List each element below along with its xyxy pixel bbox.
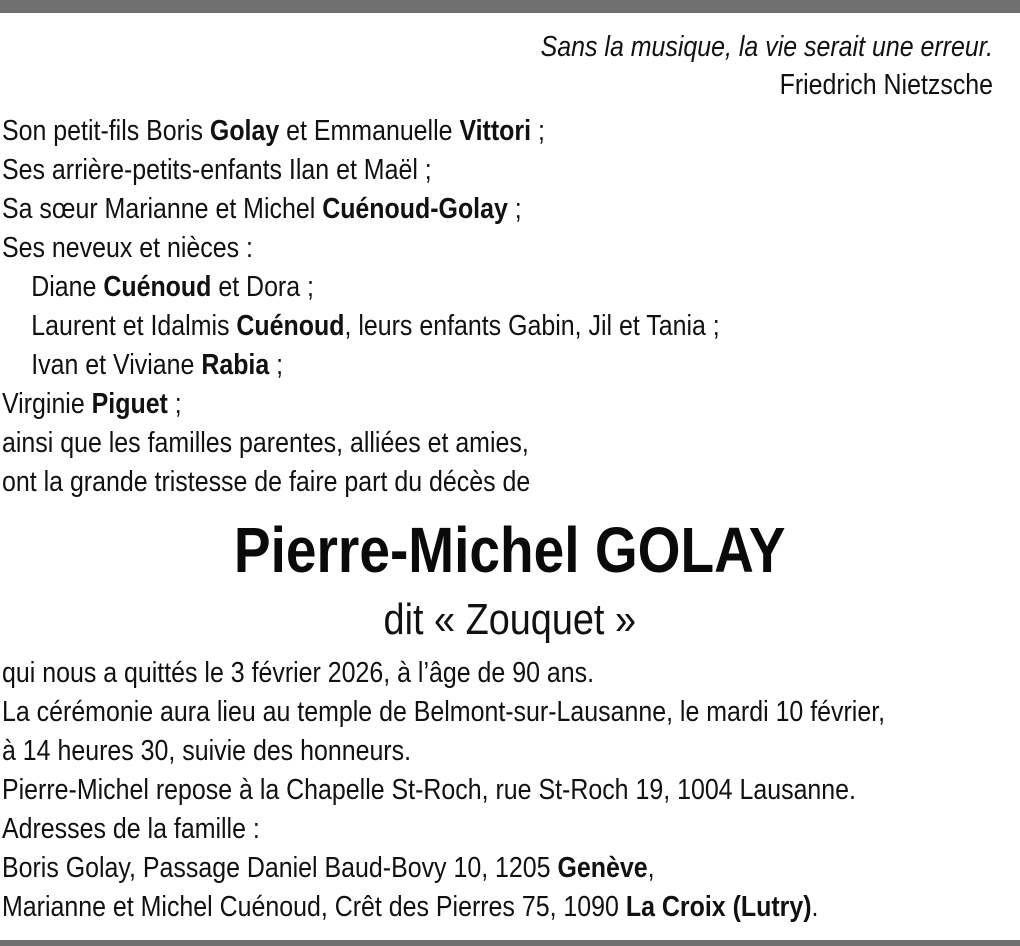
family-line	[2, 229, 720, 268]
deceased-name-text: Pierre-Michel GOLAY	[234, 514, 786, 586]
detail-line	[2, 693, 885, 732]
detail-line	[2, 771, 885, 810]
text-run: Laurent et Idalmis	[31, 310, 237, 342]
text-run: .	[811, 891, 819, 923]
detail-line	[2, 732, 885, 771]
text-run: à 14 heures 30, suivie des honneurs.	[2, 735, 412, 767]
details-lines	[2, 654, 885, 927]
bold-name: Cuénoud	[103, 271, 212, 303]
family-line	[2, 112, 720, 151]
text-run: Ses arrière-petits-enfants Ilan et Maël ;	[2, 154, 432, 186]
detail-line	[2, 810, 885, 849]
bold-name: Cuénoud-Golay	[322, 193, 508, 225]
text-run: ainsi que les familles parentes, alliées et amies,	[2, 427, 529, 459]
family-line	[2, 424, 720, 463]
ceremony-details	[2, 654, 1020, 927]
deceased-nickname	[0, 594, 1020, 646]
text-run: ;	[531, 115, 545, 147]
family-line	[2, 307, 720, 346]
text-run: Adresses de la famille :	[2, 813, 260, 845]
text-run: Marianne et Michel Cuénoud, Crêt des Pierres 75, 1090	[2, 891, 626, 923]
text-run: Boris Golay, Passage Daniel Baud-Bovy 10, 1205	[2, 852, 558, 884]
bold-name: La Croix (Lutry)	[625, 891, 812, 923]
epigraph-author: Friedrich Nietzsche	[779, 69, 993, 101]
family-line	[2, 463, 720, 502]
bold-name: Rabia	[201, 349, 270, 381]
bold-name: Piguet	[91, 388, 168, 420]
text-run: ont la grande tristesse de faire part du décès de	[2, 466, 531, 498]
text-run: Ses neveux et nièces :	[2, 232, 253, 264]
detail-line	[2, 849, 885, 888]
bottom-rule	[0, 940, 1020, 946]
top-rule	[0, 0, 1020, 13]
text-run: ;	[269, 349, 284, 381]
bold-name: Vittori	[459, 115, 532, 147]
text-run: ;	[507, 193, 522, 225]
text-run: , leurs enfants Gabin, Jil et Tania ;	[344, 310, 720, 342]
text-run: qui nous a quittés le 3 février 2026, à l’âge de 90 ans.	[2, 657, 595, 689]
family-line	[2, 268, 720, 307]
family-line	[2, 151, 720, 190]
family-list	[2, 112, 837, 502]
text-run: et Dora ;	[211, 271, 314, 303]
text-run: Sa sœur Marianne et Michel	[2, 193, 323, 225]
family-line	[2, 346, 720, 385]
text-run: ,	[647, 852, 655, 884]
text-run: Pierre-Michel repose à la Chapelle St-Roch, rue St-Roch 19, 1004 Lausanne.	[2, 774, 856, 806]
deceased-nickname-text: dit « Zouquet »	[383, 595, 637, 644]
family-line	[2, 190, 720, 229]
family-line	[2, 385, 720, 424]
epigraph	[467, 28, 993, 104]
bold-name: Genève	[557, 852, 648, 884]
family-lines	[2, 112, 720, 502]
deceased-name	[0, 512, 1020, 588]
detail-line	[2, 654, 885, 693]
text-run: et Emmanuelle	[279, 115, 460, 147]
bold-name: Golay	[209, 115, 280, 147]
text-run: La cérémonie aura lieu au temple de Belmont-sur-Lausanne, le mardi 10 février,	[2, 696, 886, 728]
text-run: Virginie	[2, 388, 92, 420]
text-run: Ivan et Viviane	[31, 349, 202, 381]
bold-name: Cuénoud	[236, 310, 345, 342]
epigraph-quote: Sans la musique, la vie serait une erreur.	[540, 31, 993, 63]
text-run: Son petit-fils Boris	[2, 115, 210, 147]
detail-line	[2, 888, 885, 927]
text-run: ;	[167, 388, 182, 420]
text-run: Diane	[31, 271, 104, 303]
